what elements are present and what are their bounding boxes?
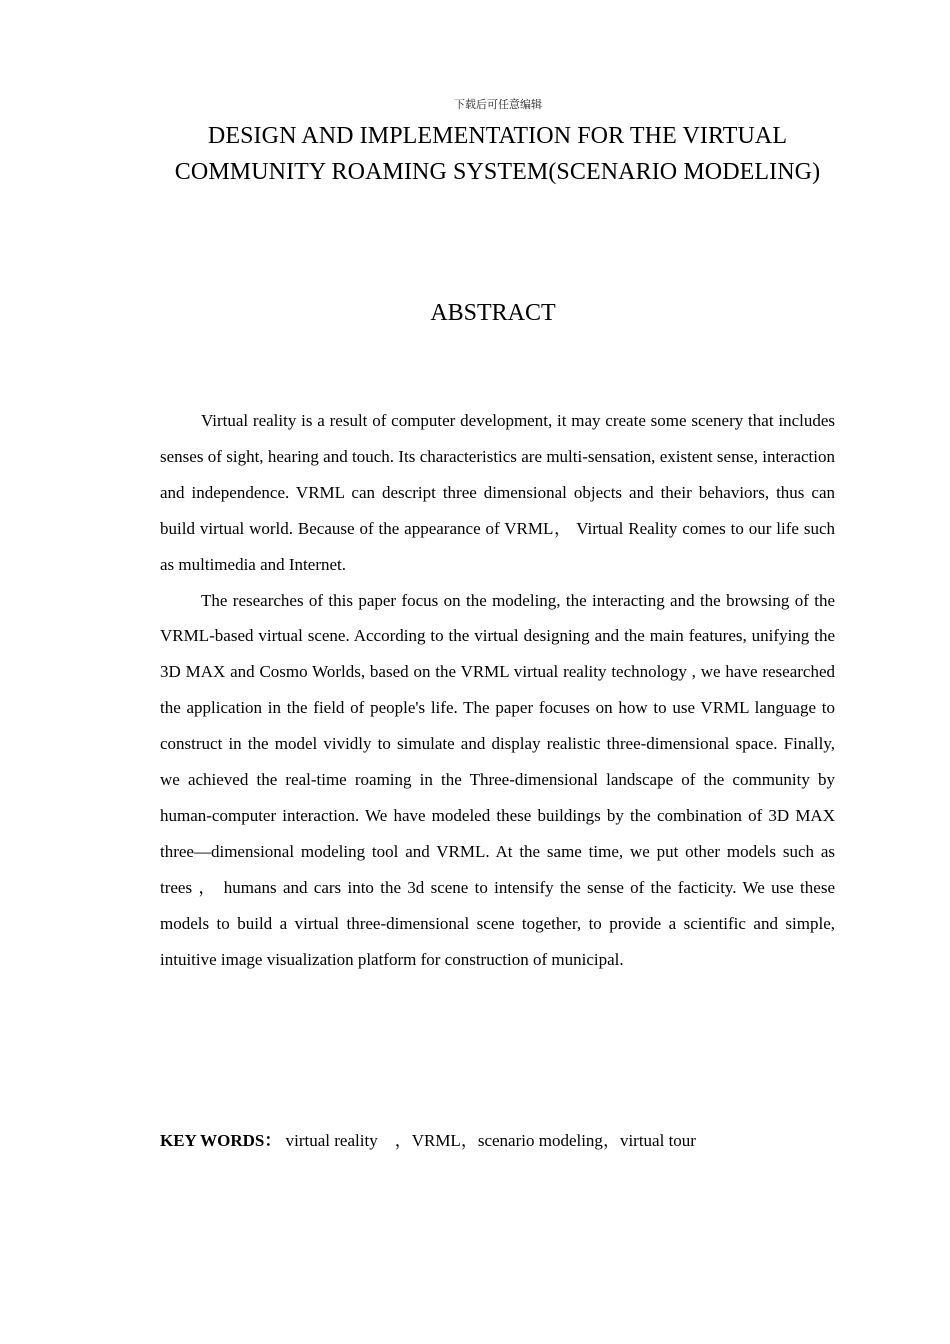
abstract-paragraph-2: The researches of this paper focus on the modeling, the interacting and the browsing of the VRML-based virtual scene. According to the virtual designing and the main features, unifying the 3D MAX and Cosmo Worlds, based on the VRML virtual reality technology , we have researched the application in the field of people's life. The paper focuses on how to use VRML language to construct in the model vividly to simulate and display realistic three-dimensional space. Finally, we achieved the real-time roaming in the Three-dimensional landscape of the community by human-computer interaction. We have modeled these buildings by the combination of 3D MAX three—dimensional modeling tool and VRML. At the same time, we put other models such as trees ， humans and cars into the 3d scene to intensify the sense of the facticity. We use these models to build a virtual three-dimensional scene together, to provide a scientific and simple, intuitive image visualization platform for construction of municipal. <box>160 590 835 969</box>
document-title: DESIGN AND IMPLEMENTATION FOR THE VIRTUAL COMMUNITY ROAMING SYSTEM(SCENARIO MODELING) <box>174 123 821 185</box>
keyword-separator: ， <box>602 1131 620 1150</box>
keywords-line <box>160 1126 835 1156</box>
keyword-item: virtual tour <box>619 1131 696 1150</box>
header-note: 下载后可任意编辑 <box>454 98 542 111</box>
abstract-heading: ABSTRACT <box>430 300 556 326</box>
keyword-separator: ， <box>460 1131 478 1150</box>
keyword-item: VRML <box>411 1131 461 1150</box>
keyword-item: scenario modeling <box>477 1131 603 1150</box>
keywords-label: KEY WORDS： <box>160 1131 282 1150</box>
keyword-separator: ， <box>394 1131 412 1150</box>
abstract-paragraph-1: Virtual reality is a result of computer development, it may create some scenery that includes senses of sight, hearing and touch. Its characteristics are multi-sensation, existent sense, interaction and independence. VRML can descript three dimensional objects and their behaviors, thus can build virtual world. Because of the appearance of VRML， Virtual Reality comes to our life such as multimedia and Internet. <box>160 411 835 574</box>
abstract-body <box>160 403 835 978</box>
keyword-item: virtual reality <box>285 1131 378 1150</box>
